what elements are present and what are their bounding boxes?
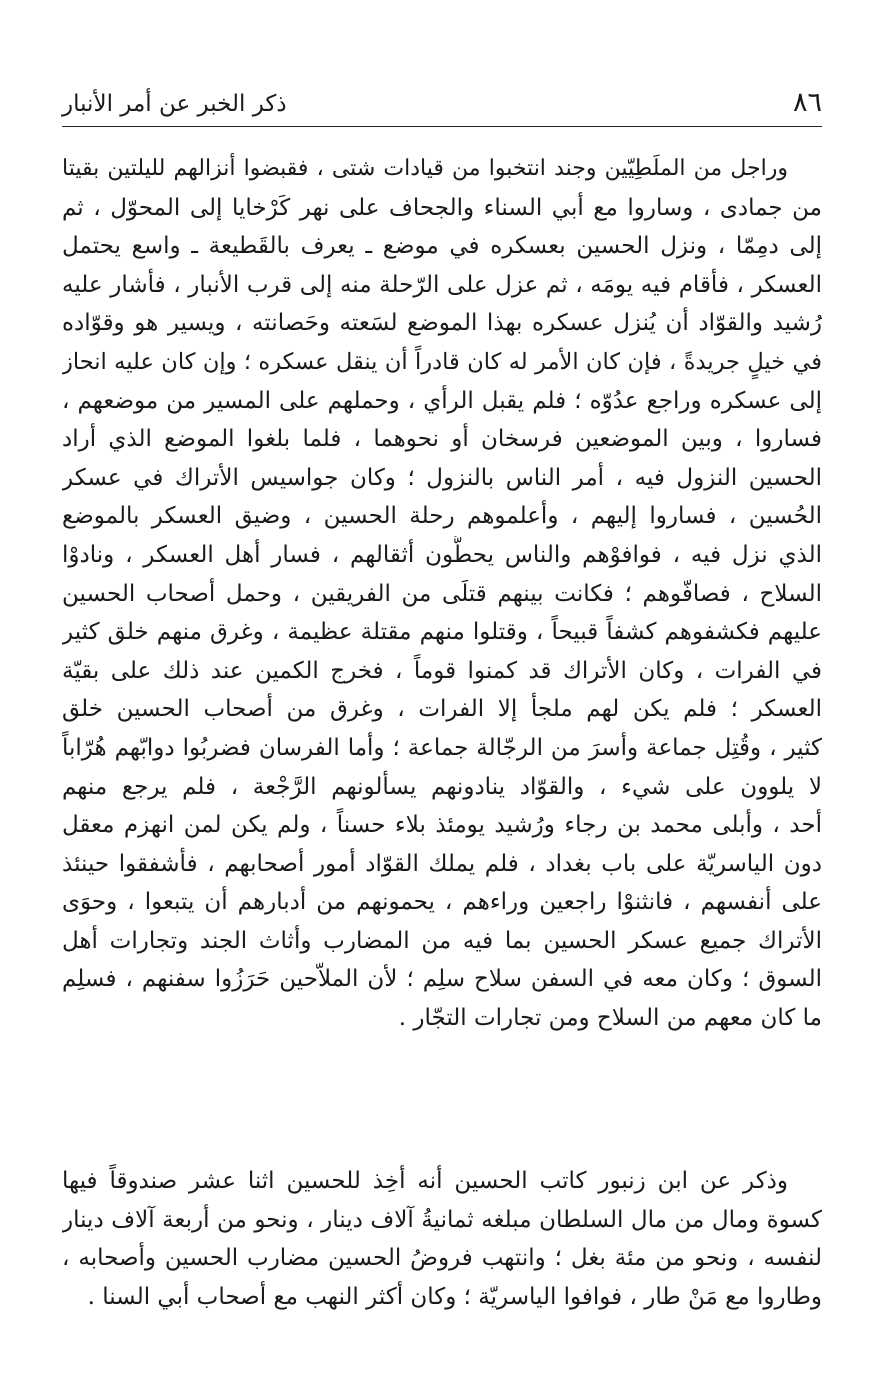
text-line: ما كان معهم من السلاح ومن تجارات التجّار .: [398, 1005, 822, 1032]
text-line: العسكر ، فأقام فيه يومَه ، ثم عزل على الرّحلة منه إلى قرب الأنبار ، فأشار عليه: [62, 271, 822, 298]
running-title: ذكر الخبر عن أمر الأنبار: [62, 91, 287, 117]
paragraph-2: [62, 1162, 822, 1316]
text-line: كثير ، وقُتِل جماعة وأسرَ من الرجّالة جماعة ؛ وأما الفرسان فضربُوا دوابّهم هُرّاباً: [62, 734, 822, 761]
text-line: الحسين النزول فيه ، أمر الناس بالنزول ؛ وكان جواسيس الأتراك في عسكر: [62, 464, 822, 491]
text-line: السوق ؛ وكان معه في السفن سلاح سلِم ؛ لأن الملاّحين حَرَزُوا سفنهم ، فسلِم: [62, 966, 822, 993]
text-line: كسوة ومال من مال السلطان مبلغه ثمانيةُ آلاف دينار ، ونحو من أربعة آلاف دينار: [62, 1206, 822, 1233]
text-line: وذكر عن ابن زنبور كاتب الحسين أنه أخِذ للحسين اثنا عشر صندوقاً فيها: [62, 1168, 788, 1194]
text-line: عليهم فكشفوهم كشفاً قبيحاً ، وقتلوا منهم مقتلة عظيمة ، وغرق منهم خلق كثير: [62, 619, 822, 646]
text-line: الأتراك جميع عسكر الحسين بما فيه من المضارب وأثاث الجند وتجارات أهل: [62, 927, 822, 954]
text-line: رُشيد والقوّاد أن يُنزل عسكره بهذا الموضع لسَعته وحَصانته ، ويسير هو وقوّاده: [62, 310, 822, 337]
text-line: إلى دمِمّا ، ونزل الحسين بعسكره في موضع ـ يعرف بالقَطيعة ـ واسع يحتمل: [62, 233, 822, 260]
text-line: لنفسه ، ونحو من مئة بغل ؛ وانتهب فروضُ الحسين مضارب الحسين وأصحابه ،: [62, 1245, 822, 1272]
text-line: وراجل من الملَطِيّين وجند انتخبوا من قيادات شتى ، فقبضوا أنزالهم لليلتين بقيتا: [62, 156, 788, 181]
text-line: فساروا ، وبين الموضعين فرسخان أو نحوهما ، فلما بلغوا الموضع الذي أراد: [62, 426, 822, 453]
paragraph-1: [62, 150, 822, 1038]
text-line: في خيلٍ جريدةً ، فإن كان الأمر له كان قادراً أن ينقل عسكره ؛ وإن كان عليه انحاز: [62, 348, 822, 375]
header-rule: [62, 126, 822, 127]
text-line: الحُسين ، فساروا إليهم ، وأعلموهم رحلة الحسين ، وضيق العسكر بالموضع: [62, 503, 822, 530]
text-line: لا يلوون على شيء ، والقوّاد ينادونهم يسألونهم الرَّجْعة ، فلم يرجع منهم: [62, 773, 822, 800]
text-line: العسكر ؛ فلم يكن لهم ملجأ إلا الفرات ، وغرق من أصحاب الحسين خلق: [62, 696, 822, 723]
text-line: السلاح ، فصافّوهم ؛ فكانت بينهم قتلَى من الفريقين ، وحمل أصحاب الحسين: [62, 580, 822, 607]
page-number: ٨٦: [792, 87, 822, 118]
text-line: الذي نزل فيه ، فوافوْهم والناس يحطُّون أثقالهم ، فسار أهل العسكر ، ونادوْا: [62, 541, 822, 568]
text-line: في الفرات ، وكان الأتراك قد كمنوا قوماً ، فخرج الكمين عند ذلك على بقيّة: [62, 657, 822, 684]
text-line: على أنفسهم ، فانثنوْا راجعين وراءهم ، يحمونهم من أدبارهم أن يتبعوا ، وحوَى: [62, 889, 822, 916]
running-header: [62, 82, 822, 126]
text-line: إلى عسكره وراجع عدُوّه ؛ فلم يقبل الرأي ، وحملهم على المسير من موضعهم ،: [62, 387, 822, 414]
text-line: من جمادى ، وساروا مع أبي السناء والجحاف على نهر كَرْخايا إلى المحوّل ، ثم: [62, 194, 822, 221]
text-line: وطاروا مع مَنْ طار ، فوافوا الياسريّة ؛ وكان أكثر النهب مع أصحاب أبي السنا .: [87, 1283, 822, 1310]
text-line: أحد ، وأبلى محمد بن رجاء ورُشيد يومئذ بلاء حسناً ، ولم يكن لمن انهزم معقل: [62, 812, 822, 839]
text-line: دون الياسريّة على باب بغداد ، فلم يملك القوّاد أمور أصحابهم ، فأشفقوا حينئذ: [62, 850, 822, 877]
